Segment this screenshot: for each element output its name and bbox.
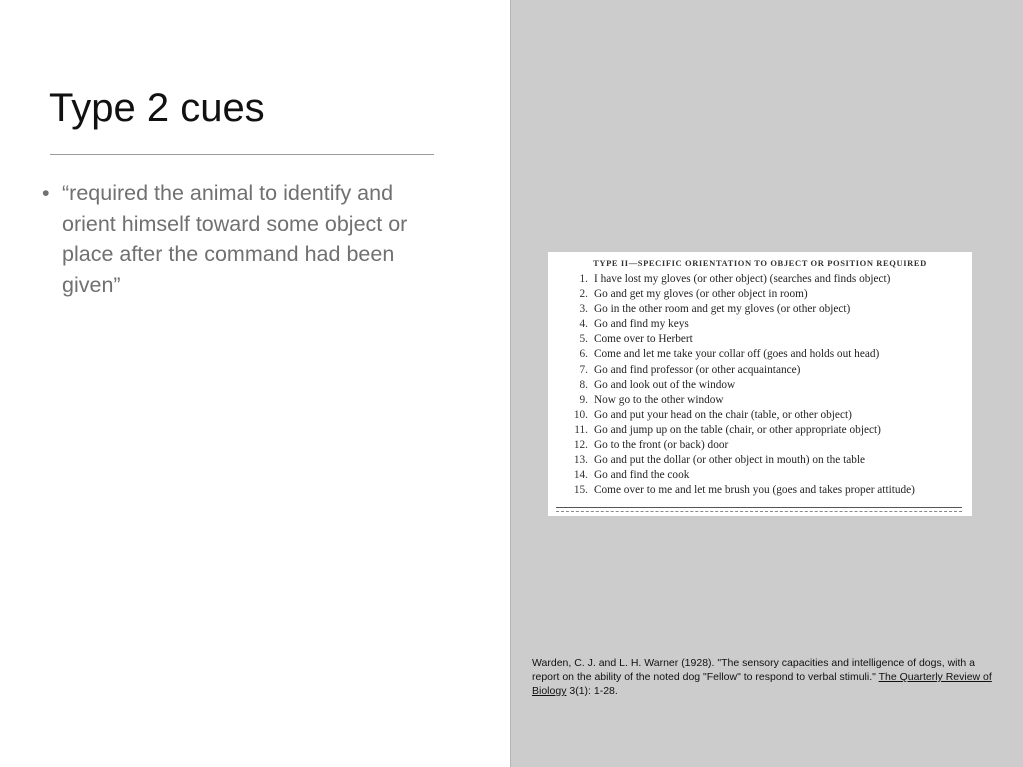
figure-command-row — [562, 363, 958, 378]
figure-command-text: Now go to the other window — [594, 393, 724, 406]
figure-command-row — [562, 332, 958, 347]
figure-command-row — [562, 287, 958, 302]
figure-bottom-rule — [556, 507, 962, 512]
figure-command-number: 2. — [579, 288, 588, 301]
figure-command-number: 1. — [579, 273, 588, 285]
figure-command-number: 6. — [579, 348, 588, 361]
figure-command-row — [562, 378, 958, 393]
figure-command-text: Go and put the dollar (or other object in mouth) on the table — [594, 454, 866, 467]
figure-command-row — [562, 317, 958, 332]
slide-left-pane — [0, 0, 510, 767]
figure-command-row — [562, 453, 958, 468]
figure-command-text: Come over to me and let me brush you (goes and takes proper attitude) — [594, 484, 915, 497]
slide-title: Type 2 cues — [49, 86, 265, 130]
figure-command-row — [562, 393, 958, 408]
figure-command-text: Go and find my keys — [594, 318, 689, 331]
figure-command-row — [562, 302, 958, 317]
figure-command-number: 15. — [573, 484, 588, 497]
figure-command-row — [562, 438, 958, 453]
figure-command-row — [562, 483, 958, 498]
figure-command-number: 9. — [579, 393, 588, 406]
figure-command-number: 3. — [579, 303, 588, 316]
citation-text: Warden, C. J. and L. H. Warner (1928). "The sensory capacities and intelligence of dogs, with a report on the ability of the noted dog "Fellow" to respond to verbal stimuli." — [532, 657, 975, 683]
title-divider — [50, 154, 434, 155]
scanned-table-figure — [548, 252, 972, 516]
figure-command-text: Go and find the cook — [594, 469, 690, 482]
bullet-list — [40, 178, 435, 300]
figure-command-number: 10. — [573, 408, 588, 421]
bullet-marker: • — [42, 181, 50, 205]
figure-command-number: 8. — [579, 378, 588, 391]
figure-command-text: I have lost my gloves (or other object) (searches and finds object) — [594, 273, 891, 285]
bullet-item — [40, 178, 435, 300]
figure-heading: TYPE II—SPECIFIC ORIENTATION TO OBJECT OR POSITION REQUIRED — [593, 258, 927, 268]
figure-command-text: Go and get my gloves (or other object in room) — [594, 288, 808, 301]
figure-command-number: 7. — [579, 363, 588, 376]
figure-command-number: 13. — [573, 454, 588, 467]
figure-command-number: 12. — [573, 439, 588, 452]
figure-command-list — [562, 272, 958, 498]
figure-command-number: 11. — [574, 423, 588, 436]
figure-command-row — [562, 468, 958, 483]
citation-journal-link[interactable]: The Quarterly Review of Biology — [532, 671, 992, 697]
figure-command-text: Go to the front (or back) door — [594, 439, 729, 452]
figure-command-text: Come over to Herbert — [594, 333, 693, 346]
figure-command-number: 5. — [579, 333, 588, 346]
figure-command-row — [562, 347, 958, 362]
citation — [532, 656, 994, 698]
figure-command-text: Go in the other room and get my gloves (or other object) — [594, 303, 851, 316]
figure-command-row — [562, 408, 958, 423]
figure-command-number: 4. — [579, 318, 588, 331]
figure-command-text: Go and put your head on the chair (table, or other object) — [594, 408, 852, 421]
figure-command-text: Go and jump up on the table (chair, or other appropriate object) — [594, 423, 881, 436]
figure-command-text: Go and look out of the window — [594, 378, 736, 391]
figure-command-row — [562, 423, 958, 438]
figure-command-row — [562, 272, 958, 287]
citation-volume: 3(1): 1-28. — [566, 685, 618, 697]
figure-command-number: 14. — [573, 469, 588, 482]
figure-command-text: Come and let me take your collar off (goes and holds out head) — [594, 348, 880, 361]
bullet-text: “required the animal to identify and orient himself toward some object or place after the command had been given” — [62, 181, 408, 297]
figure-command-text: Go and find professor (or other acquaintance) — [594, 363, 801, 376]
